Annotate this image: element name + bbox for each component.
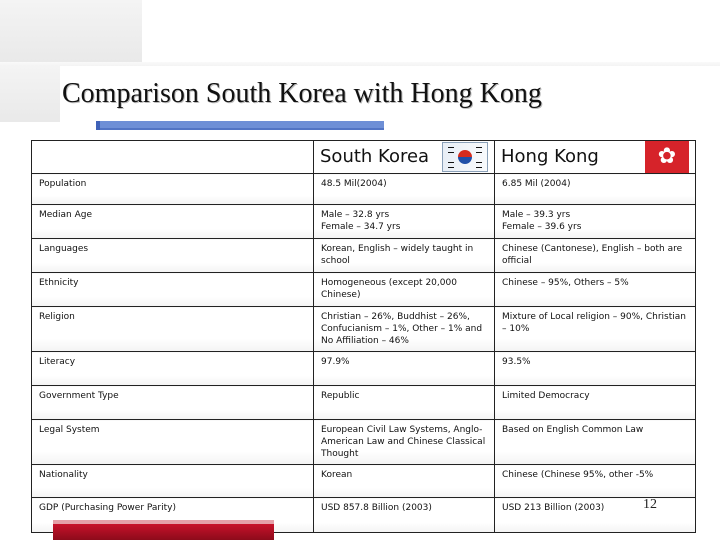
- row-label: Ethnicity: [32, 273, 314, 307]
- south-korea-value-cell: [314, 273, 495, 307]
- hong-kong-value-cell: [495, 174, 696, 205]
- header-hong-kong-label: Hong Kong: [501, 146, 599, 167]
- hong-kong-value-cell: [495, 465, 696, 498]
- hong-kong-value: Limited Democracy: [502, 391, 590, 401]
- south-korea-value: Female – 34.7 yrs: [321, 222, 401, 232]
- south-korea-value: Male – 32.8 yrs: [321, 210, 390, 220]
- south-korea-value-cell: [314, 205, 495, 239]
- south-korea-value-cell: [314, 239, 495, 273]
- south-korea-value-cell: [314, 386, 495, 420]
- row-label: Legal System: [32, 420, 314, 465]
- table-row: [32, 352, 696, 386]
- row-label: Population: [32, 174, 314, 205]
- hong-kong-value: 6.85 Mil (2004): [502, 179, 571, 189]
- hong-kong-value: Chinese (Chinese 95%, other -5%: [502, 470, 654, 480]
- table-row: [32, 239, 696, 273]
- row-label: GDP (Purchasing Power Parity): [32, 498, 314, 533]
- row-label: Literacy: [32, 352, 314, 386]
- table-header-row: [32, 141, 696, 174]
- decorative-left-block: [0, 66, 60, 122]
- hong-kong-value: Male – 39.3 yrs: [502, 210, 571, 220]
- hong-kong-value-cell: [495, 205, 696, 239]
- comparison-table: [31, 140, 696, 533]
- south-korea-value: Korean, English – widely taught in school: [321, 244, 474, 266]
- south-korea-value-cell: [314, 465, 495, 498]
- south-korea-value: Christian – 26%, Buddhist – 26%, Confucianism – 1%, Other – 1% and No Affiliation – 46%: [321, 312, 483, 346]
- hong-kong-value-cell: [495, 420, 696, 465]
- south-korea-value-cell: [314, 174, 495, 205]
- hong-kong-value: Female – 39.6 yrs: [502, 222, 582, 232]
- hong-kong-value-cell: [495, 273, 696, 307]
- hong-kong-value: USD 213 Billion (2003): [502, 503, 605, 513]
- south-korea-value-cell: [314, 498, 495, 533]
- row-label: Median Age: [32, 205, 314, 239]
- decorative-strip: [0, 62, 720, 66]
- hong-kong-value: Based on English Common Law: [502, 425, 644, 435]
- hong-kong-value: Chinese – 95%, Others – 5%: [502, 278, 629, 288]
- table-row: [32, 386, 696, 420]
- south-korea-value: Korean: [321, 470, 353, 480]
- header-empty-cell: [32, 141, 314, 174]
- south-korea-value: Republic: [321, 391, 360, 401]
- south-korea-value-cell: [314, 420, 495, 465]
- south-korea-value: 97.9%: [321, 357, 350, 367]
- row-label: Nationality: [32, 465, 314, 498]
- hong-kong-flag-icon: ✿: [645, 141, 689, 173]
- hong-kong-value-cell: [495, 239, 696, 273]
- row-label: Religion: [32, 307, 314, 352]
- bottom-accent-bar: [53, 524, 274, 540]
- title-underline: [96, 128, 384, 130]
- south-korea-value-cell: [314, 307, 495, 352]
- row-label: Government Type: [32, 386, 314, 420]
- table-row: [32, 273, 696, 307]
- table-row: [32, 420, 696, 465]
- header-south-korea-label: South Korea: [320, 146, 430, 167]
- slide-title: Comparison South Korea with Hong Kong: [62, 78, 542, 109]
- page-number: 12: [643, 497, 657, 512]
- hong-kong-value-cell: [495, 498, 696, 533]
- hong-kong-value-cell: [495, 386, 696, 420]
- south-korea-flag-icon: [442, 142, 488, 172]
- table-row: [32, 205, 696, 239]
- south-korea-value-cell: [314, 352, 495, 386]
- table-row: [32, 465, 696, 498]
- south-korea-value: 48.5 Mil(2004): [321, 179, 387, 189]
- row-label: Languages: [32, 239, 314, 273]
- south-korea-value: European Civil Law Systems, Anglo-American Law and Chinese Classical Thought: [321, 425, 486, 459]
- header-hong-kong: [495, 141, 696, 174]
- south-korea-value: Homogeneous (except 20,000 Chinese): [321, 278, 457, 300]
- hong-kong-value-cell: [495, 307, 696, 352]
- decorative-corner-block: [0, 0, 142, 62]
- hong-kong-value-cell: [495, 352, 696, 386]
- hong-kong-value: 93.5%: [502, 357, 531, 367]
- header-south-korea: [314, 141, 495, 174]
- hong-kong-value: Mixture of Local religion – 90%, Christian – 10%: [502, 312, 686, 334]
- south-korea-value: USD 857.8 Billion (2003): [321, 503, 432, 513]
- table-row: [32, 307, 696, 352]
- table-row: [32, 174, 696, 205]
- hong-kong-value: Chinese (Cantonese), English – both are official: [502, 244, 683, 266]
